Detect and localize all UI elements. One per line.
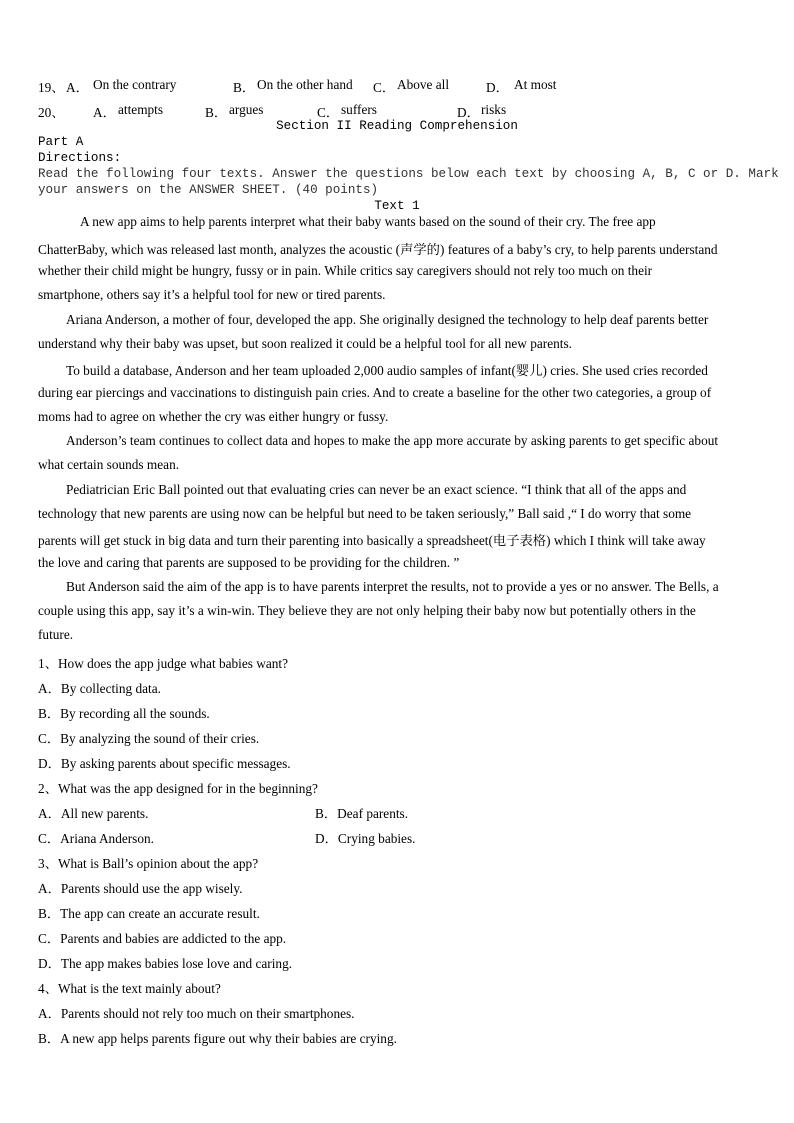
option-letter: A． [38,881,61,896]
answer-option-c[interactable] [38,728,259,747]
passage-line: Anderson’s team continues to collect data and hopes to make the app more accurate by asking parents to get specific about [66,433,719,448]
passage-line: parents will get stuck in big data and turn their parenting into basically a spreadsheet(电子表格) which I think will take away [38,533,706,548]
question-number: 4、 [38,981,58,996]
answer-option-a[interactable] [38,678,161,697]
option-letter: C． [317,105,340,120]
answer-option-b[interactable] [38,1028,397,1047]
option-text: Ariana Anderson. [60,831,154,846]
option-letter: A． [38,1006,61,1021]
option-text: argues [229,102,264,117]
option-text: The app can create an accurate result. [60,906,260,921]
option-letter: A． [38,806,61,821]
passage-line: technology that new parents are using now can be helpful but need to be taken seriously,” Ball said ,“ I do worry that some [38,506,692,521]
passage-line: whether their child might be hungry, fussy or in pain. While critics say caregivers should not rely too much on their [38,263,653,278]
question-stem [38,653,288,672]
directions-label: Directions: [38,151,122,165]
answer-option-a[interactable] [38,803,148,822]
passage-line: To build a database, Anderson and her team uploaded 2,000 audio samples of infant(婴儿) cries. She used cries recorded [66,363,708,378]
passage-line: Ariana Anderson, a mother of four, developed the app. She originally designed the technology to help deaf parents better [66,312,709,327]
passage-line: couple using this app, say it’s a win-win. They believe they are not only helping their baby now but potentially others in the [38,603,696,618]
passage-line: the love and caring that parents are supposed to be providing for the children. ” [38,555,460,570]
question-stem [38,978,221,997]
answer-option-b[interactable] [38,903,260,922]
option-letter: A． [66,80,89,95]
option-text: Parents should use the app wisely. [60,881,243,896]
option-text: On the other hand [257,77,353,92]
answer-option-a[interactable] [38,878,242,897]
directions-text-line: Read the following four texts. Answer the questions below each text by choosing A, B, C or D. Mark [38,167,779,181]
option-letter: C． [38,731,61,746]
passage-line: ChatterBaby, which was released last month, analyzes the acoustic (声学的) features of a baby’s cry, to help parents understand [38,242,718,257]
section-title: Section II Reading Comprehension [276,119,518,133]
question-number: 1、 [38,656,58,671]
option-letter: B． [233,80,256,95]
option-letter: B． [38,1031,61,1046]
option-letter: D． [315,831,338,846]
option-letter: B． [38,906,61,921]
question-text: What is the text mainly about? [57,981,221,996]
passage-line: future. [38,627,74,642]
option-letter: B． [315,806,338,821]
option-letter: C． [38,931,61,946]
question-number: 3、 [38,856,58,871]
option-text: By recording all the sounds. [60,706,210,721]
option-text: attempts [118,102,164,117]
question-number: 20、 [38,105,65,120]
question-text: What was the app designed for in the beginning? [57,781,318,796]
answer-option-b[interactable] [38,703,210,722]
answer-option-a[interactable] [38,1003,355,1022]
question-number: 2、 [38,781,58,796]
part-label: Part A [38,135,84,149]
answer-option-c[interactable] [38,928,286,947]
option-text: Parents should not rely too much on their smartphones. [60,1006,355,1021]
option-text: At most [514,77,557,92]
option-text: Parents and babies are addicted to the app. [60,931,287,946]
passage-line: what certain sounds mean. [38,457,180,472]
option-text: suffers [341,102,377,117]
option-letter: D． [486,80,509,95]
passage-line: Pediatrician Eric Ball pointed out that evaluating cries can never be an exact science. “I think that all of the apps and [66,482,687,497]
answer-option-c[interactable] [38,828,154,847]
option-letter: B． [38,706,61,721]
option-letter: D． [38,756,61,771]
option-text: By analyzing the sound of their cries. [60,731,260,746]
option-text: risks [481,102,507,117]
answer-option-b[interactable] [315,803,408,822]
passage-line: during ear piercings and vaccinations to distinguish pain cries. And to create a baseline for the other two categories, a group of [38,385,712,400]
question-stem [38,853,258,872]
option-text: The app makes babies lose love and caring. [60,956,293,971]
answer-option-d[interactable] [315,828,415,847]
answer-option-d[interactable] [38,753,291,772]
passage-line: smartphone, others say it’s a helpful tool for new or tired parents. [38,287,386,302]
question-text: What is Ball’s opinion about the app? [57,856,259,871]
passage-line: A new app aims to help parents interpret what their baby wants based on the sound of their cry. The free app [80,214,656,229]
passage-line: understand why their baby was upset, but soon realized it could be a helpful tool for all new parents. [38,336,572,351]
option-text: All new parents. [60,806,149,821]
passage-line: moms had to agree on whether the cry was either hungry or fussy. [38,409,389,424]
answer-option-d[interactable] [38,953,292,972]
text-title: Text 1 [374,199,420,213]
option-letter: C． [38,831,61,846]
question-text: How does the app judge what babies want? [57,656,288,671]
option-letter: D． [38,956,61,971]
option-letter: C． [373,80,396,95]
option-text: Crying babies. [337,831,416,846]
question-number: 19、 [38,80,65,95]
option-text: On the contrary [93,77,177,92]
question-stem [38,778,318,797]
option-letter: B． [205,105,228,120]
option-letter: D． [457,105,480,120]
directions-text-line: your answers on the ANSWER SHEET. (40 points) [38,183,379,197]
option-letter: A． [38,681,61,696]
option-text: A new app helps parents figure out why their babies are crying. [60,1031,397,1046]
option-text: By collecting data. [60,681,161,696]
passage-line: But Anderson said the aim of the app is to have parents interpret the results, not to provide a yes or no answer. The Bells, a [66,579,719,594]
option-letter: A． [93,105,116,120]
option-text: By asking parents about specific messages. [60,756,291,771]
option-text: Deaf parents. [337,806,409,821]
option-text: Above all [397,77,450,92]
